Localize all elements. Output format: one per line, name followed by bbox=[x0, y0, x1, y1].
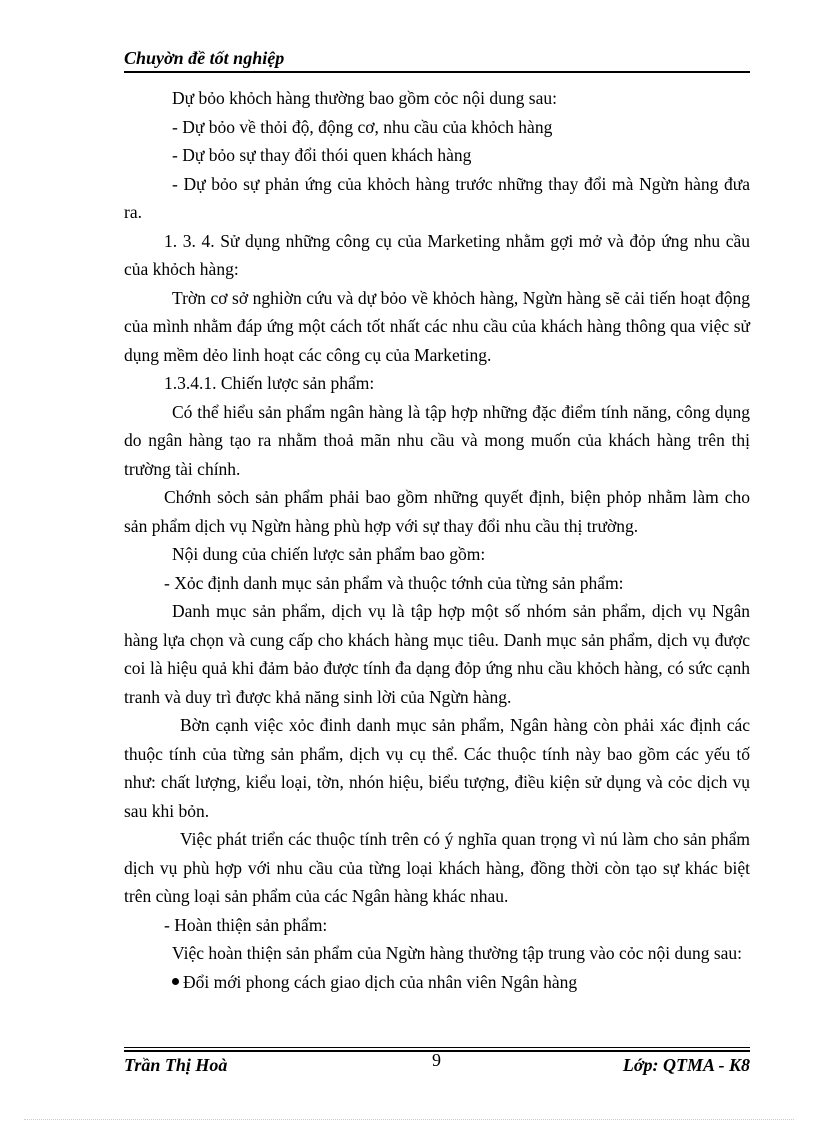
page-edge bbox=[24, 1119, 794, 1120]
footer-author: Trần Thị Hoà bbox=[124, 1055, 228, 1075]
paragraph: Chớnh sỏch sản phẩm phải bao gồm những quyết định, biện phỏp nhằm làm cho sản phẩm dịch vụ Ngừn hàng phù hợp với sự thay đổi nhu cầu thị trường. bbox=[124, 487, 750, 536]
bullet-icon bbox=[172, 978, 179, 985]
paragraph: Trờn cơ sở nghiờn cứu và dự bỏo về khỏch hàng, Ngừn hàng sẽ cải tiến hoạt động của mình nhằm đáp ứng một cách tốt nhất các nhu cầu của khách hàng thông qua việc sử dụng mềm dẻo linh hoạt các công cụ của Marketing. bbox=[124, 287, 750, 365]
paragraph: - Xỏc định danh mục sản phẩm và thuộc tớnh của từng sản phẩm: bbox=[164, 572, 624, 593]
footer-class: Lớp: QTMA - K8 bbox=[622, 1055, 750, 1075]
paragraph: - Dự bỏo sự thay đổi thói quen khách hàng bbox=[172, 145, 472, 165]
page-number: 9 bbox=[432, 1050, 441, 1070]
paragraph: Bờn cạnh việc xỏc đinh danh mục sản phẩm, Ngân hàng còn phải xác định các thuộc tính của từng sản phẩm, dịch vụ cụ thể. Các thuộc tính này bao gồm các yếu tố như: chất lượng, kiểu loại, tờn, nhón hiệu, biểu tượng, điều kiện sử dụng và cỏc dịch vụ sau khi bỏn. bbox=[124, 715, 750, 821]
paragraph: Có thể hiểu sản phẩm ngân hàng là tập hợp những đặc điểm tính năng, công dụng do ngân hàng tạo ra nhằm thoả mãn nhu cầu và mong muốn của khách hàng trên thị trường tài chính. bbox=[124, 401, 750, 479]
bullet-item bbox=[124, 968, 750, 997]
paragraph: Dự bỏo khỏch hàng thường bao gồm cỏc nội dung sau: bbox=[172, 88, 557, 108]
document-body bbox=[124, 84, 750, 996]
header-title: Chuyờn đề tốt nghiệp bbox=[124, 48, 285, 68]
paragraph: Việc hoàn thiện sản phẩm của Ngừn hàng thường tập trung vào cỏc nội dung sau: bbox=[172, 943, 743, 963]
paragraph: Việc phát triển các thuộc tính trên có ý nghĩa quan trọng vì nú làm cho sản phẩm dịch vụ phù hợp với nhu cầu của từng loại khách hàng, đồng thời còn tạo sự khác biệt trên cùng loại sản phẩm của các Ngân hàng khác nhau. bbox=[124, 829, 750, 906]
paragraph: - Dự bỏo sự phản ứng của khỏch hàng trước những thay đổi mà Ngừn hàng đưa ra. bbox=[124, 173, 750, 222]
section-heading: 1. 3. 4. Sử dụng những công cụ của Marketing nhằm gợi mở và đỏp ứng nhu cầu của khỏch hàng: bbox=[124, 230, 750, 279]
subsection-heading: 1.3.4.1. Chiến lược sản phẩm: bbox=[164, 373, 375, 393]
paragraph: - Dự bỏo về thỏi độ, động cơ, nhu cầu của khỏch hàng bbox=[172, 116, 553, 137]
footer-divider bbox=[124, 1047, 750, 1048]
bullet-text: Đổi mới phong cách giao dịch của nhân viên Ngân hàng bbox=[183, 971, 578, 992]
header-divider bbox=[124, 71, 750, 73]
paragraph: Nội dung của chiến lược sản phẩm bao gồm: bbox=[172, 544, 486, 564]
paragraph: - Hoàn thiện sản phẩm: bbox=[164, 914, 328, 935]
paragraph: Danh mục sản phẩm, dịch vụ là tập hợp một số nhóm sản phẩm, dịch vụ Ngân hàng lựa chọn và cung cấp cho khách hàng mục tiêu. Danh mục sản phẩm, dịch vụ được coi là hiệu quả khi đảm bảo được tính đa dạng đỏp ứng nhu cầu khỏch hàng, có sức cạnh tranh và duy trì được khả năng sinh lời của Ngừn hàng. bbox=[124, 601, 750, 707]
